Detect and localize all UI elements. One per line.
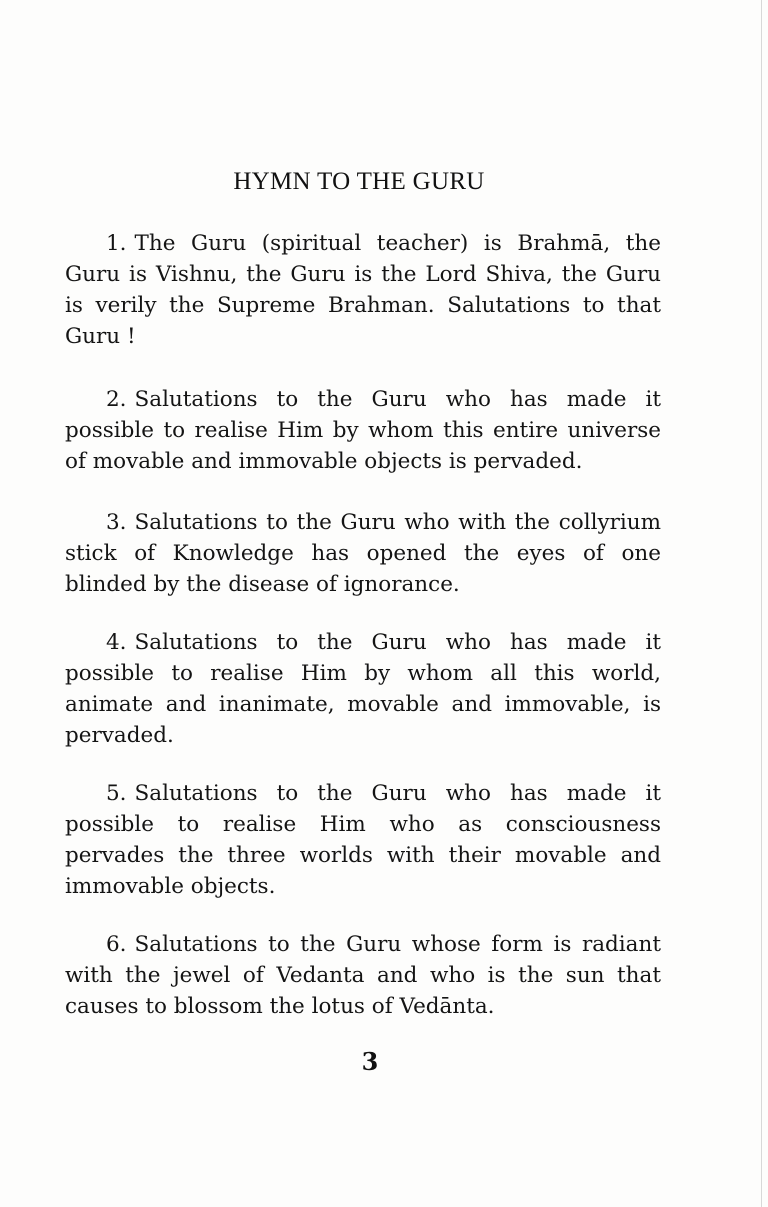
verse-number: 3. — [106, 510, 127, 535]
verse-text: Salutations to the Guru who has made it possible to realise Him who as consciousness pervades the three worlds with their movable and immovable objects. — [65, 781, 661, 899]
verse-2 — [65, 384, 661, 477]
verse-text: Salutations to the Guru who has made it possible to realise Him by whom this entire universe of movable and immovable objects is pervaded. — [65, 387, 661, 474]
page-number: 3 — [361, 1047, 379, 1076]
verse-number: 1. — [106, 231, 127, 256]
verse-text: Salutations to the Guru who has made it possible to realise Him by whom all this world, animate and inanimate, movable and immovable, is pervaded. — [65, 630, 661, 748]
verse-1 — [65, 228, 661, 352]
verse-text: Salutations to the Guru who with the collyrium stick of Knowledge has opened the eyes of one blinded by the disease of ignorance. — [65, 510, 661, 597]
page-title: HYMN TO THE GURU — [233, 168, 485, 195]
verse-6 — [65, 929, 661, 1022]
verse-4 — [65, 627, 661, 751]
verse-number: 2. — [106, 387, 127, 412]
verse-text: The Guru (spiritual teacher) is Brahmā, the Guru is Vishnu, the Guru is the Lord Shiva, the Guru is verily the Supreme Brahman. Salutations to that Guru ! — [65, 231, 661, 349]
verse-number: 6. — [106, 932, 127, 957]
verse-5 — [65, 778, 661, 902]
verse-number: 4. — [106, 630, 127, 655]
verse-number: 5. — [106, 781, 127, 806]
verse-3 — [65, 507, 661, 600]
page-edge — [761, 0, 762, 1207]
verse-text: Salutations to the Guru whose form is radiant with the jewel of Vedanta and who is the sun that causes to blossom the lotus of Vedānta. — [65, 932, 661, 1019]
